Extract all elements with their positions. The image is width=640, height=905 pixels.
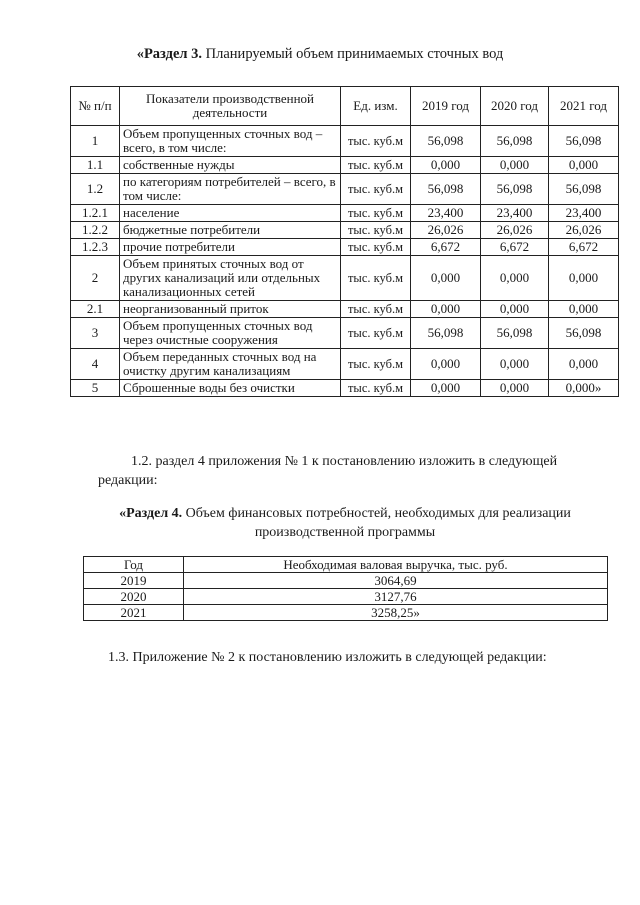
row-indicator: по категориям потребителей – всего, в том числе: [120,174,341,205]
row-value-2020: 6,672 [481,239,549,256]
header-indicator: Показатели производственной деятельности [120,87,341,126]
row-value-2019: 6,672 [411,239,481,256]
row-number: 3 [71,318,120,349]
table-row [71,349,619,380]
row-year: 2020 [84,589,184,605]
row-indicator: собственные нужды [120,157,341,174]
row-indicator: Объем пропущенных сточных вод – всего, в том числе: [120,126,341,157]
section-4-table [83,556,608,621]
row-value-2021: 26,026 [549,222,619,239]
row-indicator: население [120,205,341,222]
row-value-2020: 0,000 [481,256,549,301]
row-indicator: Объем принятых сточных вод от других канализаций или отдельных канализационных сетей [120,256,341,301]
row-number: 1.2.1 [71,205,120,222]
row-value-2021: 0,000 [549,157,619,174]
row-unit: тыс. куб.м [341,222,411,239]
row-value-2020: 26,026 [481,222,549,239]
row-value-2021: 23,400 [549,205,619,222]
row-unit: тыс. куб.м [341,174,411,205]
row-value-2021: 56,098 [549,174,619,205]
row-number: 1.2.2 [71,222,120,239]
row-unit: тыс. куб.м [341,301,411,318]
row-unit: тыс. куб.м [341,126,411,157]
row-value-2020: 56,098 [481,318,549,349]
row-number: 1.2 [71,174,120,205]
row-value-2019: 0,000 [411,256,481,301]
row-number: 1.1 [71,157,120,174]
row-value-2019: 0,000 [411,349,481,380]
table-row [71,318,619,349]
row-revenue: 3127,76 [184,589,608,605]
row-value-2021: 56,098 [549,318,619,349]
row-unit: тыс. куб.м [341,318,411,349]
row-number: 5 [71,380,120,397]
row-value-2020: 0,000 [481,157,549,174]
table-row [71,174,619,205]
row-value-2021: 6,672 [549,239,619,256]
row-revenue: 3064,69 [184,573,608,589]
row-value-2020: 0,000 [481,301,549,318]
row-value-2021: 0,000» [549,380,619,397]
section-3-label: «Раздел 3. [136,46,203,62]
table-row [71,205,619,222]
section-4-title [85,504,605,542]
row-number: 1.2.3 [71,239,120,256]
row-number: 2 [71,256,120,301]
row-indicator: неорганизованный приток [120,301,341,318]
row-year: 2021 [84,605,184,621]
row-indicator: Сброшенные воды без очистки [120,380,341,397]
row-value-2020: 0,000 [481,349,549,380]
row-indicator: Объем переданных сточных вод на очистку другим канализациям [120,349,341,380]
row-unit: тыс. куб.м [341,349,411,380]
paragraph-1-3: 1.3. Приложение № 2 к постановлению изложить в следующей редакции: [108,650,547,665]
section-3-heading: Планируемый объем принимаемых сточных вод [202,46,504,62]
row-value-2021: 0,000 [549,301,619,318]
paragraph-1-2: 1.2. раздел 4 приложения № 1 к постановлению изложить в следующей редакции: [98,454,558,488]
row-value-2019: 56,098 [411,174,481,205]
row-value-2019: 0,000 [411,157,481,174]
row-indicator: Объем пропущенных сточных вод через очистные сооружения [120,318,341,349]
row-value-2019: 56,098 [411,318,481,349]
section-4-label: «Раздел 4. [119,506,183,521]
row-value-2021: 56,098 [549,126,619,157]
row-value-2020: 56,098 [481,126,549,157]
row-unit: тыс. куб.м [341,380,411,397]
header-2020: 2020 год [481,87,549,126]
section-4-heading: Объем финансовых потребностей, необходимых для реализации производственной программы [182,506,571,540]
row-number: 2.1 [71,301,120,318]
table-row [71,256,619,301]
row-value-2019: 26,026 [411,222,481,239]
table-header-row [71,87,619,126]
row-indicator: прочие потребители [120,239,341,256]
header-2021: 2021 год [549,87,619,126]
table-row [71,157,619,174]
row-value-2021: 0,000 [549,256,619,301]
row-unit: тыс. куб.м [341,239,411,256]
row-value-2021: 0,000 [549,349,619,380]
table-row [71,222,619,239]
header-unit: Ед. изм. [341,87,411,126]
section-3-title [0,46,640,63]
row-value-2020: 0,000 [481,380,549,397]
table-header-row [84,557,608,573]
header-year: Год [84,557,184,573]
row-value-2019: 23,400 [411,205,481,222]
row-unit: тыс. куб.м [341,157,411,174]
row-unit: тыс. куб.м [341,256,411,301]
row-indicator: бюджетные потребители [120,222,341,239]
row-number: 4 [71,349,120,380]
table-row [84,605,608,621]
table-row [84,573,608,589]
header-revenue: Необходимая валовая выручка, тыс. руб. [184,557,608,573]
table-row [84,589,608,605]
row-value-2019: 56,098 [411,126,481,157]
row-value-2019: 0,000 [411,301,481,318]
row-unit: тыс. куб.м [341,205,411,222]
table-row [71,126,619,157]
table-row [71,380,619,397]
header-2019: 2019 год [411,87,481,126]
table-row [71,239,619,256]
row-number: 1 [71,126,120,157]
row-revenue: 3258,25» [184,605,608,621]
table-row [71,301,619,318]
row-value-2019: 0,000 [411,380,481,397]
row-year: 2019 [84,573,184,589]
section-3-table [70,86,619,397]
row-value-2020: 56,098 [481,174,549,205]
header-num: № п/п [71,87,120,126]
row-value-2020: 23,400 [481,205,549,222]
